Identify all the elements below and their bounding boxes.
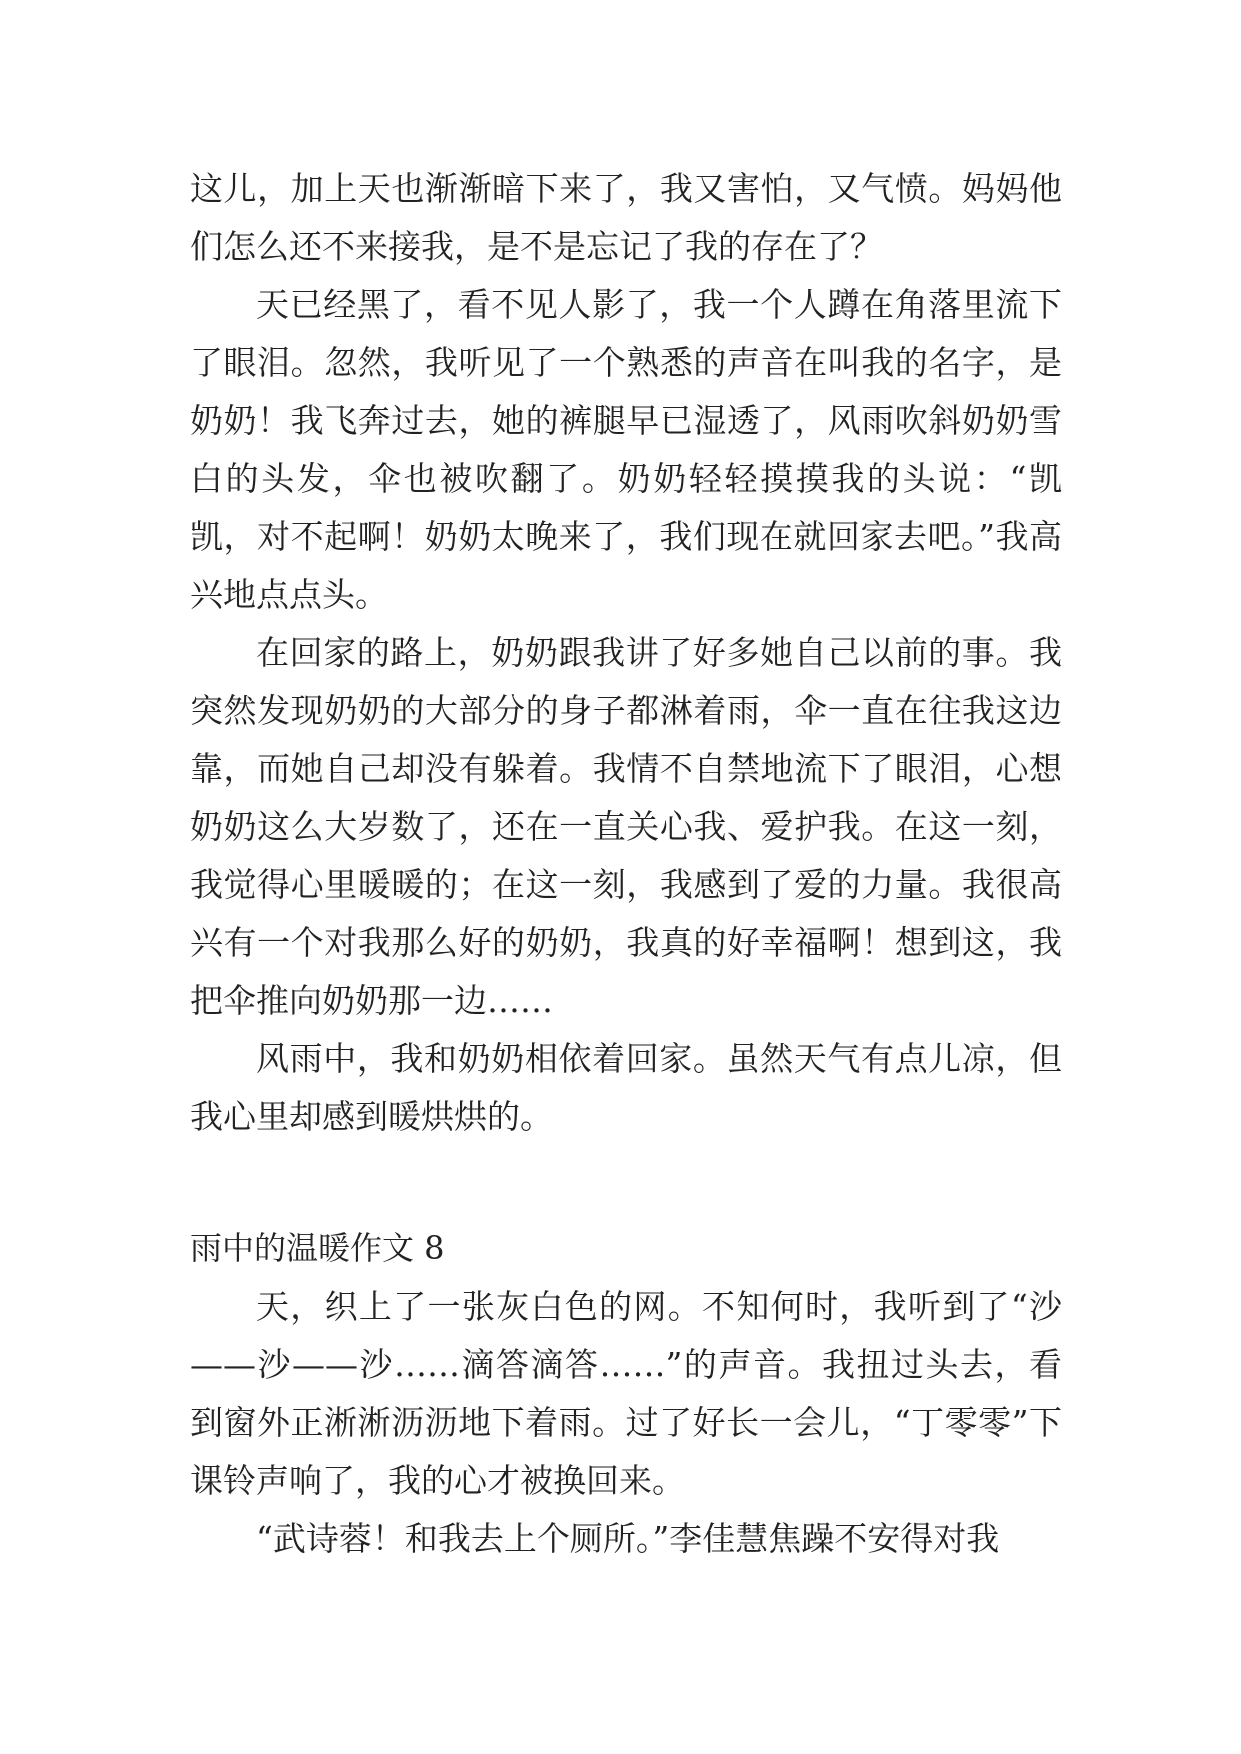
paragraph-4: 风雨中，我和奶奶相依着回家。虽然天气有点儿凉，但我心里却感到暖烘烘的。	[190, 1039, 1062, 1136]
paragraph-2: 天已经黑了，看不见人影了，我一个人蹲在角落里流下了眼泪。忽然，我听见了一个熟悉的声音在叫我的名字，是奶奶！我飞奔过去，她的裤腿早已湿透了，风雨吹斜奶奶雪白的头发，伞也被吹翻了。奶奶轻轻摸摸我的头说：“凯凯，对不起啊！奶奶太晚来了，我们现在就回家去吧。”我高兴地点点头。	[190, 285, 1062, 614]
paragraph-5: 天，织上了一张灰白色的网。不知何时，我听到了“沙——沙——沙……滴答滴答……”的声音。我扭过头去，看到窗外正淅淅沥沥地下着雨。过了好长一会儿，“丁零零”下课铃声响了，我的心才被换回来。	[190, 1287, 1062, 1500]
paragraph-6: “武诗蓉！和我去上个厕所。”李佳慧焦躁不安得对我	[256, 1519, 1000, 1558]
paragraph-3: 在回家的路上，奶奶跟我讲了好多她自己以前的事。我突然发现奶奶的大部分的身子都淋着雨，伞一直在往我这边靠，而她自己却没有躲着。我情不自禁地流下了眼泪，心想奶奶这么大岁数了，还在一直关心我、爱护我。在这一刻，我觉得心里暖暖的；在这一刻，我感到了爱的力量。我很高兴有一个对我那么好的奶奶，我真的好幸福啊！想到这，我把伞推向奶奶那一边……	[190, 633, 1062, 1020]
paragraph-1: 这儿，加上天也渐渐暗下来了，我又害怕，又气愤。妈妈他们怎么还不来接我，是不是忘记了我的存在了？	[190, 169, 1062, 266]
section-heading: 雨中的温暖作文 8	[190, 1229, 445, 1267]
document-page	[190, 160, 1062, 1568]
